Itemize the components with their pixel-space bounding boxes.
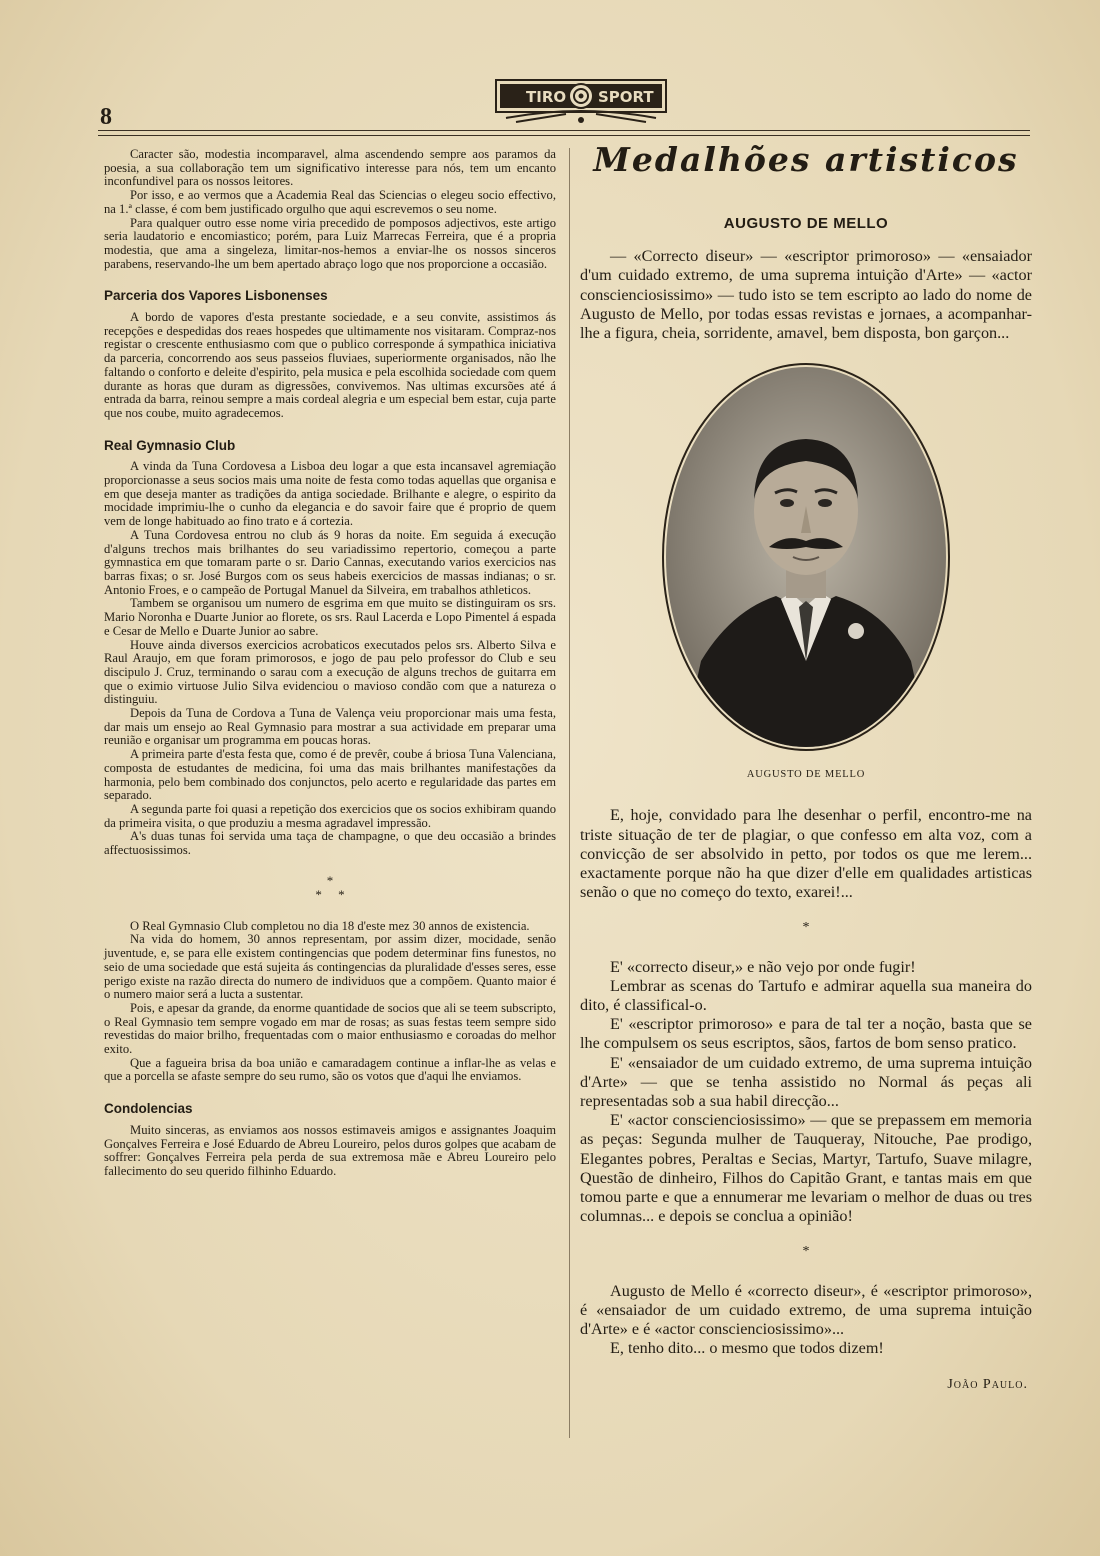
article-paragraph: A primeira parte d'esta festa que, como é de prevêr, coube á briosa Tuna Valenciana, composta de estudantes de medicina, foi uma das mais brilhantes manifestações da harmonia, pelo bem combinado dos conjunctos, pelo acerto e regularidade das partes em separado. — [104, 747, 556, 803]
article-paragraph: E' «ensaiador de um cuidado extremo, de uma suprema intuição d'Arte» — que se tenha assistido no Normal ás peças ali representadas sob a sua habil direcção... — [580, 1053, 1032, 1111]
article-paragraph: A Tuna Cordovesa entrou no club ás 9 horas da noite. Em seguida á execução d'alguns trechos mais brilhantes do seu variadissimo repertorio, começou a parte gymnastica em que tomaram parte o sr. Dario Cannas, executando varios exercicios nas barras fixas; o sr. José Burgos com os seus habeis exercicios de massas indianas; o sr. Antonio Froes, e o campeão de Portugal Manuel da Silveira, em trabalhos athleticos. — [104, 527, 556, 597]
intro-paragraph: Por isso, e ao vermos que a Academia Real das Sciencias o elegeu socio effectivo, na 1.ª classe, é com bem justificado orgulho que aqui escrevemos o seu nome. — [104, 188, 556, 216]
article-paragraph: Pois, e apesar da grande, da enorme quantidade de socios que ali se teem subscripto, o Real Gymnasio tem sempre vogado em mar de rosas; as suas festas teem sempre sido revestidas do maior brilho, frequentadas com o maior enthusiasmo e coroadas do melhor exito. — [104, 1000, 556, 1057]
article-paragraph: A vinda da Tuna Cordovesa a Lisboa deu logar a que esta incansavel agremiação proporcionasse a seus socios mais uma noite de festa como todas aquellas que organisa e em que deseja manter as tradições da antiga sociedade. Brilhante e alegre, o espirito da mocidade imprimiu-lhe o cunho da elegancia e do savoir faire que é proprio de quem vem de longe habituado ao fino trato e á cortezia. — [104, 459, 556, 529]
article-paragraph: A segunda parte foi quasi a repetição dos exercicios que os socios exhibiram quando da primeira visita, o que produziu a mesma agradavel impressão. — [104, 801, 556, 830]
article-subject: AUGUSTO DE MELLO — [723, 215, 889, 232]
section-title-medalhoes: Medalhões artisticos — [593, 140, 1019, 179]
article-paragraph: A bordo de vapores d'esta prestante sociedade, e a seu convite, assistimos ás recepções e despedidas dos reaes hospedes que ultimamente nos visitaram. Compraz-nos registar o crescente enthusiasmo com que o publico corresponde á sympathica iniciativa da parceria, concorrendo aos seus passeios fluviaes, superiormente organisados, não lhe faltando o conforto e deleite d'espirito, pela musica e pela escolhida sociedade com quem durante as horas que duram as digressões, convivemos. Nas ultimas excursões até á entrada da barra, reinou sempre a mais cordeal alegria e um especial bem estar, cuja parte que nos coube, muito agradecemos. — [104, 310, 556, 420]
portrait-caption: AUGUSTO DE MELLO — [746, 769, 866, 781]
article-paragraph: Na vida do homem, 30 annos representam, por assim dizer, mocidade, senão juventude, e, se para elle existem contingencias que podem determinar fins funestos, no seio de uma sociedade que está sujeita ás contingencias da pluralidade d'esses seres, esse perigo existe na razão directa do numero de individuos que a compõem. Quanto maior é o numero maior será a lucta a sustentar. — [104, 932, 556, 1002]
page-number: 8 — [100, 104, 112, 130]
article-paragraph: Depois da Tuna de Cordova a Tuna de Valença veiu proporcionar mais uma festa, dar mais um ensejo ao Real Gymnasio para mostrar a sua actividade em preparar uma reunião e organisar um programma em poucas horas. — [104, 706, 556, 748]
article-paragraph: E, tenho dito... o mesmo que todos dizem! — [610, 1339, 884, 1358]
article-paragraph: Muito sinceras, as enviamos aos nossos estimaveis amigos e assignantes Joaquim Gonçalves Ferreira e José Eduardo de Abreu Loureiro, pelos duros golpes que acabam de soffrer: Gonçalves Ferreira pela perda de sua extremosa mãe e Abreu Loureiro pelo fallecimento do seu querido filhinho Eduardo. — [104, 1122, 556, 1178]
intro-paragraph: Caracter são, modestia incomparavel, alma ascendendo sempre aos paramos da poesia, a sua collaboração tem um significativo interesse para nós, tem um encanto inconfundivel para os nossos leitores. — [104, 147, 556, 189]
masthead-logo — [486, 74, 676, 128]
portrait-photo — [661, 361, 951, 753]
article-paragraph: Que a fagueira brisa da boa união e camaradagem continue a inflar-lhe as velas e que a porcella se afaste sempre do seu rumo, são os votos que d'aqui lhe enviamos. — [104, 1055, 556, 1084]
section-heading-gymnasio: Real Gymnasio Club — [104, 437, 236, 453]
article-paragraph: E' «escriptor primoroso» e para de tal ter a noção, basta que se lhe compulsem os seus escriptos, sãos, fartos de bom senso pratico. — [580, 1015, 1032, 1053]
section-separator-asterisk: * — [802, 1244, 810, 1260]
right-column — [580, 140, 1032, 1394]
article-paragraph: O Real Gymnasio Club completou no dia 18 d'este mez 30 annos de existencia. — [130, 918, 530, 933]
intro-paragraph: Para qualquer outro esse nome viria precedido de pomposos adjectivos, este artigo seria laudatorio e encomiastico; porém, para Luiz Marrecas Ferreira, que é a propria modestia, que ama a singeleza, limitar-nos-hemos a enviar-lhe os nossos sinceros parabens, reservando-lhe um bem apertado abraço logo que nos proporcione a occasião. — [104, 215, 556, 271]
section-heading-condolencias: Condolencias — [104, 1101, 193, 1117]
article-paragraph: Houve ainda diversos exercicios acrobaticos executados pelos srs. Alberto Silva e Raul Araujo, em que foram primorosos, e jogo de pau pelo professor do Club e seu discipulo J. Cruz, terminando o sarau com a execução de alguns trechos de guitarra em que o eximio virtuose Julio Silva evidenciou o mavioso condão com que a natureza o distinguiu. — [104, 637, 556, 707]
svg-text:TIRO: TIRO — [526, 88, 567, 106]
article-paragraph: Tambem se organisou um numero de esgrima em que muito se distinguiram os srs. Mario Noronha e Duarte Junior ao florete, os srs. Raul Lacerda e Lopo Pimentel á espada e Cesar de Mello e Duarte Junior ao sabre. — [104, 596, 556, 638]
column-divider — [569, 148, 570, 1438]
article-paragraph: E' «actor conscienciosissimo» — que se prepassem em memoria as peças: Segunda mulher de Tauqueray, Nitouche, Pae prodigo, Elegantes pobres, Peraltas e Secias, Martyr, Tartufo, Suave milagre, Questão de dinheiro, Filhos do Capitão Grant, e tantas mais em que tomou parte e que a ennumerar me levariam o melhor de duas ou tres columnas... e depois se conclua a opinião! — [580, 1111, 1032, 1226]
article-intro: — «Correcto diseur» — «escriptor primoroso» — «ensaiador d'um cuidado extremo, de uma suprema intuição d'Arte» — «actor conscienciosissimo» — tudo isto se tem escripto ao lado do nome de Augusto de Mello, por todas essas revistas e jornaes, a acompanhar-lhe a figura, cheia, sorridente, amavel, bem disposta, bon garçon... — [580, 247, 1032, 343]
article-paragraph: Augusto de Mello é «correcto diseur», é «escriptor primoroso», é «ensaiador de um cuidado extremo, de uma suprema intuição d'Arte» e é «actor conscienciosissimo»... — [580, 1281, 1032, 1339]
author-signature: João Paulo. — [947, 1376, 1028, 1392]
left-column — [104, 148, 556, 1179]
section-separator-stars: * * * — [315, 872, 345, 902]
svg-text:SPORT: SPORT — [598, 88, 654, 106]
article-paragraph: Lembrar as scenas do Tartufo e admirar aquella sua maneira do dito, é classifical-o. — [580, 976, 1032, 1015]
article-paragraph: E' «correcto diseur,» e não vejo por onde fugir! — [610, 957, 916, 976]
article-paragraph: E, hoje, convidado para lhe desenhar o perfil, encontro-me na triste situação de ter de plagiar, o que confesso em alta voz, com a convicção de ser absolvido in petto, por todos os que me lerem... exactamente porque não ha que dizer d'elle em qualidades artisticas senão o que no começo do texto, exarei!... — [580, 806, 1032, 902]
header-rule — [98, 130, 1030, 136]
section-separator-asterisk: * — [802, 920, 810, 936]
article-paragraph: A's duas tunas foi servida uma taça de champagne, o que deu occasião a brindes affectuosissimos. — [104, 829, 556, 858]
section-heading-parceria: Parceria dos Vapores Lisbonenses — [104, 288, 328, 304]
